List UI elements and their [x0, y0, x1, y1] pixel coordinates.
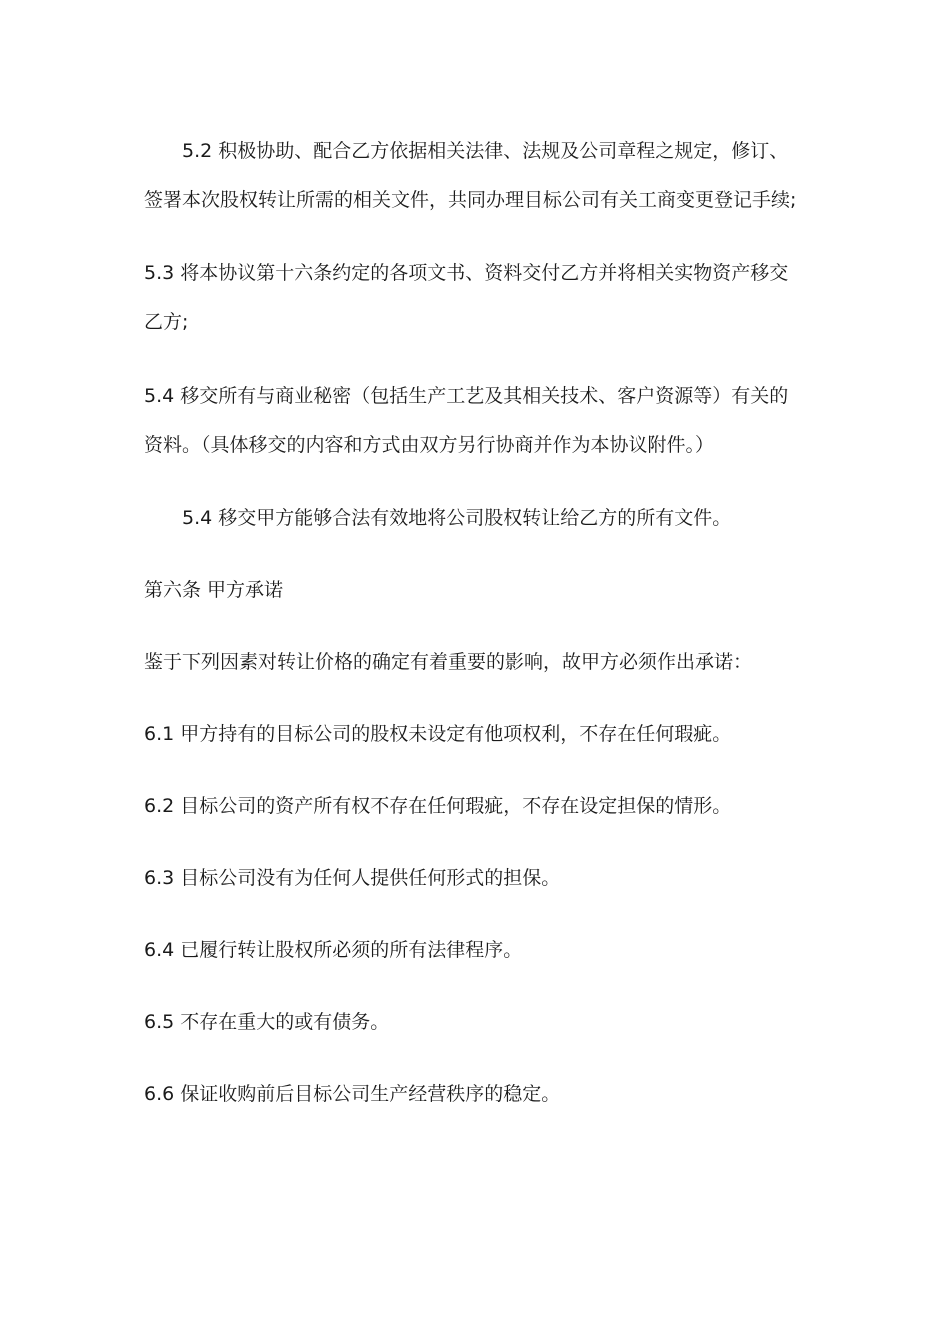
clause-6-6: [144, 1082, 824, 1106]
clause-5-4-trade-secrets-line-1: 5.4 移交所有与商业秘密（包括生产工艺及其相关技术、客户资源等）有关的: [144, 385, 789, 407]
clause-5-3-line-1: 5.3 将本协议第十六条约定的各项文书、资料交付乙方并将相关实物资产移交: [144, 262, 789, 284]
clause-5-3-line-2: 乙方;: [144, 311, 189, 333]
clause-6-3-text: 6.3 目标公司没有为任何人提供任何形式的担保。: [144, 867, 561, 889]
clause-6-4: [144, 938, 824, 962]
clause-6-3: [144, 866, 824, 890]
clause-6-1-text: 6.1 甲方持有的目标公司的股权未设定有他项权利，不存在任何瑕疵。: [144, 723, 732, 745]
clause-6-6-text: 6.6 保证收购前后目标公司生产经营秩序的稳定。: [144, 1083, 561, 1105]
article-6-heading-text: 第六条 甲方承诺: [144, 579, 284, 601]
clause-6-5-text: 6.5 不存在重大的或有债务。: [144, 1011, 390, 1033]
clause-5-2-line-1: 5.2 积极协助、配合乙方依据相关法律、法规及公司章程之规定，修订、: [182, 140, 789, 162]
clause-5-4-trade-secrets: [144, 384, 824, 457]
clause-6-2-text: 6.2 目标公司的资产所有权不存在任何瑕疵，不存在设定担保的情形。: [144, 795, 732, 817]
article-6-intro: [144, 650, 824, 674]
clause-5-4-transfer-documents-line-1: 5.4 移交甲方能够合法有效地将公司股权转让给乙方的所有文件。: [182, 507, 732, 529]
clause-5-4-trade-secrets-line-2: 资料。（具体移交的内容和方式由双方另行协商并作为本协议附件。）: [144, 434, 715, 456]
clause-6-5: [144, 1010, 824, 1034]
clause-5-2-line-2: 签署本次股权转让所需的相关文件，共同办理目标公司有关工商变更登记手续;: [144, 189, 797, 211]
clause-5-4-transfer-documents: [182, 506, 862, 530]
clause-6-2: [144, 794, 824, 818]
article-6-heading: [144, 578, 824, 602]
article-6-intro-text: 鉴于下列因素对转让价格的确定有着重要的影响，故甲方必须作出承诺：: [144, 651, 753, 673]
clause-5-3: [144, 261, 824, 334]
clause-5-2: [144, 139, 862, 212]
clause-6-1: [144, 722, 824, 746]
clause-6-4-text: 6.4 已履行转让股权所必须的所有法律程序。: [144, 939, 523, 961]
